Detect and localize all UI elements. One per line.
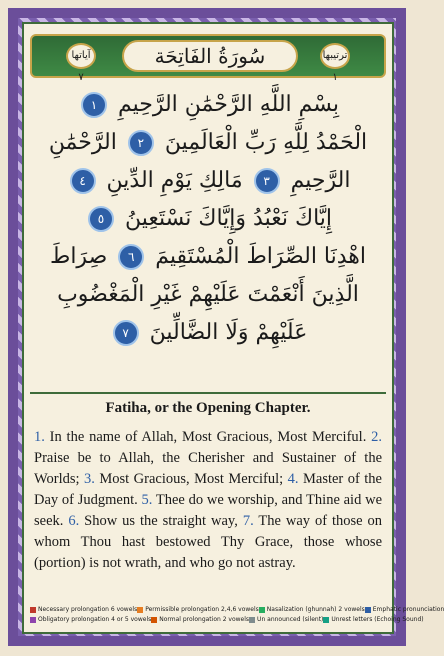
arabic-verse: الرَّحْمَٰنِ xyxy=(48,130,117,155)
color-swatch-icon xyxy=(365,607,371,613)
verse-text: Master of the Day of Judgment. xyxy=(34,471,382,508)
color-swatch-icon xyxy=(151,617,157,623)
ayah-marker-icon: ٧ xyxy=(113,320,139,346)
ayah-marker-icon: ٢ xyxy=(128,130,154,156)
ayah-marker-icon: ١ xyxy=(81,92,107,118)
verse-text: Praise be to Allah, the Cherisher and Sustainer of the Worlds; xyxy=(34,450,382,487)
color-swatch-icon xyxy=(30,607,36,613)
legend-label: Normal prolongation 2 vowels xyxy=(159,616,250,623)
ayah-marker-icon: ٣ xyxy=(254,168,280,194)
legend-item xyxy=(249,616,323,623)
arabic-verse: الَّذِينَ أَنْعَمْتَ عَلَيْهِمْ غَيْرِ الْمَغْضُوبِ xyxy=(57,282,359,307)
ayah-count-badge: آياتها ٧ xyxy=(66,43,96,69)
legend-label: Permissible prolongation 2,4,6 vowels xyxy=(145,606,259,613)
color-swatch-icon xyxy=(259,607,265,613)
arabic-verse: اهْدِنَا الصِّرَاطَ الْمُسْتَقِيمَ xyxy=(155,244,367,269)
arabic-line xyxy=(30,162,386,200)
verse-number: 4. xyxy=(287,471,299,487)
legend-item xyxy=(259,606,365,613)
verse-number: 6. xyxy=(68,513,80,529)
section-divider xyxy=(30,392,386,394)
verse-text: In the name of Allah, Most Gracious, Most Merciful. xyxy=(44,429,372,445)
legend-item xyxy=(151,616,249,623)
verse-number: 2. xyxy=(371,429,382,445)
arabic-line xyxy=(30,200,386,238)
verse-number: 7. xyxy=(242,513,254,529)
arabic-verse: صِرَاطَ xyxy=(49,244,108,269)
verse-text: Most Gracious, Most Merciful; xyxy=(94,471,288,487)
legend-item xyxy=(30,616,151,623)
verse-number: 1. xyxy=(34,429,45,445)
legend-label: Unrest letters (Echoing Sound) xyxy=(331,616,424,623)
arabic-line xyxy=(30,238,386,276)
color-swatch-icon xyxy=(30,617,36,623)
arabic-line xyxy=(30,86,386,124)
surah-title: سُورَةُ الفَاتِحَة xyxy=(122,40,298,72)
legend-item xyxy=(323,616,423,623)
verse-number: 3. xyxy=(84,471,95,487)
legend-row xyxy=(30,606,444,613)
legend-label: Un announced (silent) xyxy=(257,616,324,623)
arabic-verse: إِيَّاكَ نَعْبُدُ وَإِيَّاكَ نَسْتَعِينُ xyxy=(124,206,333,231)
arabic-verse: الْحَمْدُ لِلَّهِ رَبِّ الْعَالَمِينَ xyxy=(164,130,368,155)
legend-row xyxy=(30,616,424,623)
legend-label: Obligatory prolongation 4 or 5 vowels xyxy=(38,616,152,623)
arabic-text xyxy=(30,86,386,384)
legend-label: Necessary prolongation 6 vowels xyxy=(38,606,138,613)
verse-number: 5. xyxy=(141,492,153,508)
ayah-marker-icon: ٤ xyxy=(70,168,96,194)
legend-label: Emphatic pronunciation xyxy=(372,606,444,613)
legend-item xyxy=(137,606,259,613)
ayah-marker-icon: ٥ xyxy=(88,206,114,232)
color-swatch-icon xyxy=(323,617,329,623)
translation-body xyxy=(34,427,382,574)
verse-text: Thee do we worship, and Thine aid we seek. xyxy=(34,492,383,529)
color-swatch-icon xyxy=(249,617,255,623)
arabic-verse: مَالِكِ يَوْمِ الدِّينِ xyxy=(106,168,243,193)
arabic-line xyxy=(30,276,386,314)
verse-text: Show us the straight way, xyxy=(79,513,243,529)
legend-item xyxy=(30,606,137,613)
legend-item xyxy=(365,606,444,613)
arabic-verse: بِسْمِ اللَّهِ الرَّحْمَٰنِ الرَّحِيمِ xyxy=(117,92,340,117)
surah-header xyxy=(30,34,386,83)
arabic-line xyxy=(30,124,386,162)
ayah-marker-icon: ٦ xyxy=(118,244,144,270)
translation-title: Fatiha, or the Opening Chapter. xyxy=(105,400,311,416)
arabic-line xyxy=(30,314,386,352)
color-swatch-icon xyxy=(137,607,143,613)
verse-text: The way of those on whom Thou hast bestowed Thy Grace, those whose (portion) is not wrath, and who go not astray. xyxy=(34,513,382,571)
arabic-verse: الرَّحِيمِ xyxy=(290,168,351,193)
legend-label: Nasalization (ghunnah) 2 vowels xyxy=(266,606,365,613)
tajweed-legend xyxy=(30,606,444,634)
translation-section xyxy=(34,400,382,574)
surah-order-badge: ترتيبها ١ xyxy=(320,43,350,69)
arabic-verse: عَلَيْهِمْ وَلَا الضَّالِّينَ xyxy=(149,320,308,345)
